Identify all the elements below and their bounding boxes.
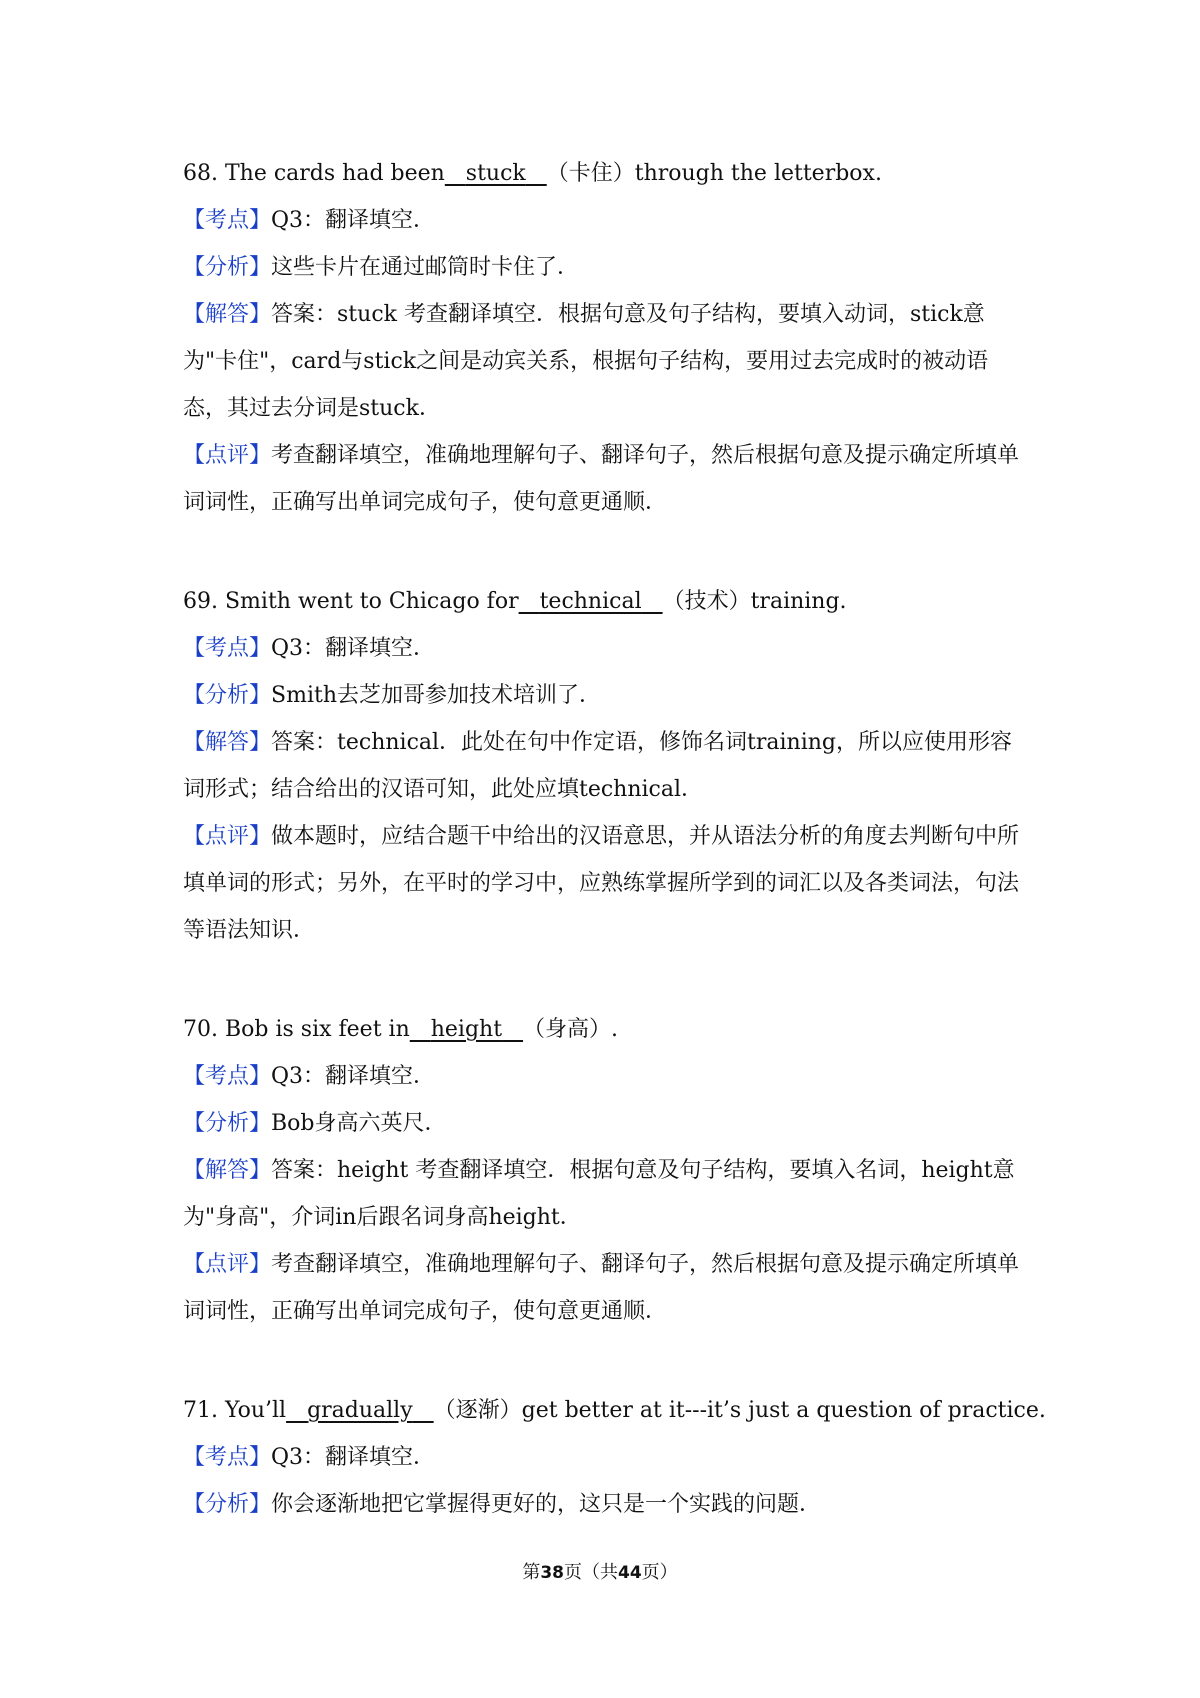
fenxi-line bbox=[183, 1100, 1028, 1147]
jieda-text: 答案：technical．此处在句中作定语，修饰名词training，所以应使用形容词形式；结合给出的汉语可知，此处应填technical． bbox=[183, 730, 1013, 802]
kaodian-tag: 【考点】 bbox=[183, 208, 272, 233]
dianping-tag: 【点评】 bbox=[183, 824, 272, 849]
stem-before: 68. The cards had been bbox=[183, 161, 445, 186]
fenxi-text: 这些卡片在通过邮筒时卡住了． bbox=[271, 255, 580, 280]
question-stem bbox=[183, 150, 1028, 197]
question-70 bbox=[183, 1006, 1028, 1335]
kaodian-tag: 【考点】 bbox=[183, 1064, 272, 1089]
kaodian-line bbox=[183, 625, 1028, 672]
footer-middle: 页（共 bbox=[564, 1562, 618, 1582]
fenxi-text: Smith去芝加哥参加技术培训了． bbox=[271, 683, 601, 708]
stem-after: （逐渐）get better at it---it’s just a question of practice. bbox=[433, 1398, 1046, 1423]
fenxi-text: 你会逐渐地把它掌握得更好的，这只是一个实践的问题． bbox=[271, 1492, 822, 1517]
fenxi-line bbox=[183, 672, 1028, 719]
question-68 bbox=[183, 150, 1028, 526]
stem-before: 69. Smith went to Chicago for bbox=[183, 589, 519, 614]
fenxi-line bbox=[183, 244, 1028, 291]
jieda-tag: 【解答】 bbox=[183, 730, 272, 755]
total-pages: 44 bbox=[618, 1563, 642, 1583]
page-footer bbox=[0, 1558, 1200, 1584]
answer-blank: technical bbox=[539, 589, 642, 614]
question-71 bbox=[183, 1387, 1046, 1528]
stem-before: 70. Bob is six feet in bbox=[183, 1017, 410, 1042]
dianping-line bbox=[183, 813, 1028, 954]
stem-after: （技术）training. bbox=[662, 589, 847, 614]
jieda-tag: 【解答】 bbox=[183, 1158, 272, 1183]
jieda-tag: 【解答】 bbox=[183, 302, 272, 327]
jieda-text: 答案：stuck 考查翻译填空．根据句意及句子结构，要填入动词，stick意为"卡住"，card与stick之间是动宾关系，根据句子结构，要用过去完成时的被动语态，其过去分词是stuck． bbox=[183, 302, 989, 421]
kaodian-line bbox=[183, 197, 1028, 244]
kaodian-text: Q3：翻译填空． bbox=[271, 636, 436, 661]
dianping-line bbox=[183, 432, 1028, 526]
stem-after: （卡住）through the letterbox. bbox=[546, 161, 882, 186]
fenxi-tag: 【分析】 bbox=[183, 1492, 272, 1517]
fenxi-tag: 【分析】 bbox=[183, 683, 272, 708]
answer-blank: height bbox=[430, 1017, 503, 1042]
footer-suffix: 页） bbox=[641, 1562, 678, 1582]
kaodian-line bbox=[183, 1053, 1028, 1100]
question-69 bbox=[183, 578, 1028, 954]
dianping-tag: 【点评】 bbox=[183, 443, 272, 468]
dianping-text: 考查翻译填空，准确地理解句子、翻译句子，然后根据句意及提示确定所填单词词性，正确写出单词完成句子，使句意更通顺． bbox=[183, 443, 1020, 515]
answer-blank: stuck bbox=[465, 161, 526, 186]
jieda-line bbox=[183, 291, 1028, 432]
fenxi-line bbox=[183, 1481, 1028, 1528]
footer-prefix: 第 bbox=[522, 1562, 541, 1582]
dianping-text: 考查翻译填空，准确地理解句子、翻译句子，然后根据句意及提示确定所填单词词性，正确写出单词完成句子，使句意更通顺． bbox=[183, 1252, 1020, 1324]
stem-after: （身高）. bbox=[523, 1017, 619, 1042]
question-stem bbox=[183, 1387, 1046, 1434]
jieda-text: 答案：height 考查翻译填空．根据句意及句子结构，要填入名词，height意为"身高"，介词in后跟名词身高height． bbox=[183, 1158, 1015, 1230]
fenxi-tag: 【分析】 bbox=[183, 1111, 272, 1136]
kaodian-text: Q3：翻译填空． bbox=[271, 1445, 436, 1470]
kaodian-text: Q3：翻译填空． bbox=[271, 208, 436, 233]
jieda-line bbox=[183, 719, 1028, 813]
kaodian-line bbox=[183, 1434, 1028, 1481]
fenxi-text: Bob身高六英尺． bbox=[271, 1111, 447, 1136]
fenxi-tag: 【分析】 bbox=[183, 255, 272, 280]
question-stem bbox=[183, 1006, 1028, 1053]
jieda-line bbox=[183, 1147, 1028, 1241]
kaodian-tag: 【考点】 bbox=[183, 636, 272, 661]
answer-blank: gradually bbox=[307, 1398, 413, 1423]
document-body bbox=[183, 150, 1046, 1580]
page-number: 38 bbox=[540, 1563, 564, 1583]
kaodian-text: Q3：翻译填空． bbox=[271, 1064, 436, 1089]
question-stem bbox=[183, 578, 1028, 625]
dianping-text: 做本题时，应结合题干中给出的汉语意思，并从语法分析的角度去判断句中所填单词的形式；另外，在平时的学习中，应熟练掌握所学到的词汇以及各类词法，句法等语法知识． bbox=[183, 824, 1020, 943]
kaodian-tag: 【考点】 bbox=[183, 1445, 272, 1470]
dianping-tag: 【点评】 bbox=[183, 1252, 272, 1277]
stem-before: 71. You’ll bbox=[183, 1398, 287, 1423]
dianping-line bbox=[183, 1241, 1028, 1335]
